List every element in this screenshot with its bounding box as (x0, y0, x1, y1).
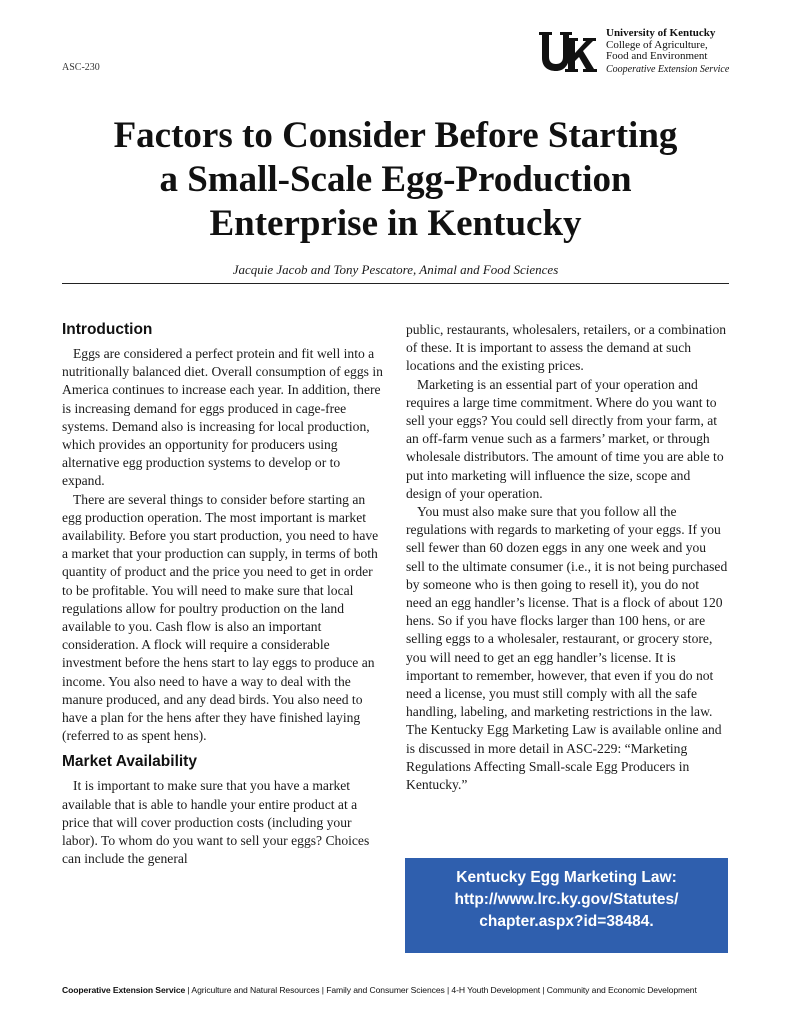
callout-link-cont[interactable]: chapter.aspx?id=38484. (479, 913, 654, 930)
section-heading-market: Market Availability (62, 753, 197, 771)
paragraph: It is important to make sure that you have a market available that is able to handle your entire product at a price that will cover production costs (including your labor). To whom do you want to sell your eggs? Choices can include the general (62, 778, 370, 867)
logo-university: University of Kentucky (606, 27, 716, 39)
paragraph: You must also make sure that you follow all the regulations with regards to marketing of your eggs. If you sell fewer than 60 dozen eggs in any one week and you sell to the ultimate consumer (i.e., it is not being purchased by someone who is then going to resell it), you do not need an egg handler’s license. That is a flock of about 120 hens. So if you have flocks larger than 100 hens, or are selling eggs to a wholesaler, restaurant, or grocery store, you will need to get an egg handler’s license. It is important to remember, however, that even if you do not need a license, you must still comply with all the safe handling, labeling, and marketing restrictions in the law. The Kentucky Egg Marketing Law is available online and is discussed in more detail in ASC-229: “Marketing Regulations Affecting Small-scale Egg Producers in Kentucky.” (406, 504, 728, 793)
logo-extension: Cooperative Extension Service (606, 63, 730, 75)
callout-link[interactable]: http://www.lrc.ky.gov/Statutes/ (454, 891, 679, 908)
footer-lead: Cooperative Extension Service (62, 985, 186, 995)
title-line: Factors to Consider Before Starting (113, 115, 678, 156)
footer-programs: | Agriculture and Natural Resources | Family and Consumer Sciences | 4-H Youth Development | Community and Economic Development (185, 985, 697, 995)
paragraph: public, restaurants, wholesalers, retailers, or a combination of these. It is important to assess the demand at such locations and the existing prices. (406, 322, 727, 374)
logo-text (606, 28, 729, 75)
title-line: a Small-Scale Egg-Production (159, 159, 632, 200)
title-divider (62, 283, 729, 284)
right-column (406, 321, 728, 794)
publication-number: ASC-230 (62, 62, 100, 73)
logo-college: College of Agriculture, (606, 38, 708, 51)
section-heading-introduction: Introduction (62, 321, 153, 338)
authors-line: Jacquie Jacob and Tony Pescatore, Animal and Food Sciences (232, 262, 559, 277)
callout-box (405, 858, 728, 953)
paragraph: Eggs are considered a perfect protein and fit well into a nutritionally balanced diet. Overall consumption of eggs in America continues to increase each year. In addition, there is increasing demand for eggs produced in cage-free systems. Demand also is increasing for local production, which provides an opportunity for producers using alternative egg production systems to develop or to expand. (62, 346, 383, 489)
uk-logo-icon (538, 28, 600, 76)
document-title (40, 114, 751, 246)
paragraph: There are several things to consider before starting an egg production operation. The most important is market availability. Before you start production, you need to have a market that your production can supply, in terms of both quantity of product and the price you need to get in order to be profitable. You will need to make sure that local regulations allow for poultry production on the land available to you. Cash flow is also an important consideration. A flock will require a considerable investment before the hens start to lay eggs to produce an income. You also need to have a way to deal with the manure produced, and any dead birds. You also need to have a plan for the hens after they have finished laying (referred to as spent hens). (62, 491, 379, 744)
title-line: Enterprise in Kentucky (209, 203, 582, 244)
callout-heading: Kentucky Egg Marketing Law: (456, 869, 677, 886)
uk-logo (538, 28, 738, 78)
logo-college-cont: Food and Environment (606, 50, 708, 62)
footer (62, 985, 762, 995)
left-column (62, 320, 384, 868)
paragraph: Marketing is an essential part of your operation and requires a large time commitment. Where do you want to sell your eggs? You could sell directly from your farm, at an off-farm venue such as a farmers’ market, or through wholesale distributors. The amount of time you are able to put into marketing will influence the size, scope and design of your operation. (406, 376, 724, 501)
